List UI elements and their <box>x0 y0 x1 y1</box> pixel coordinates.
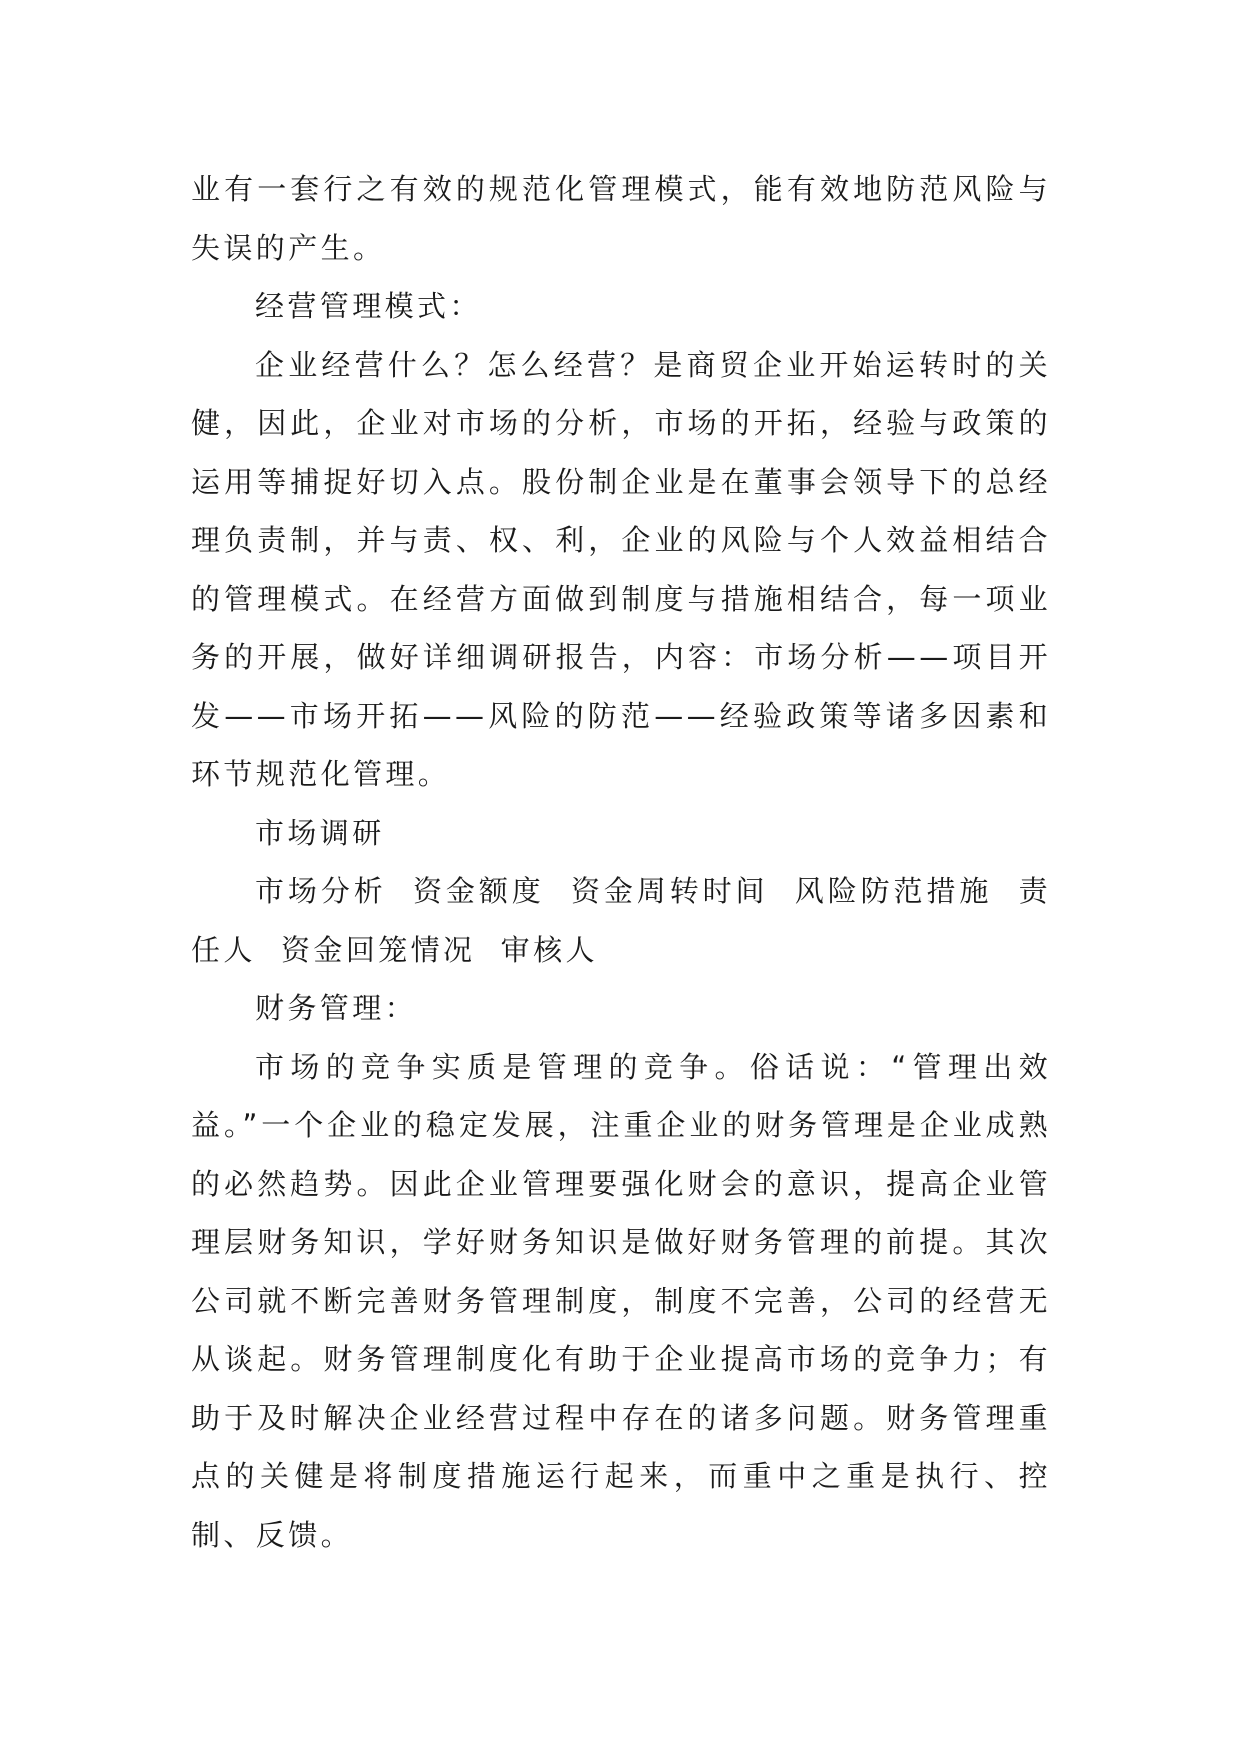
paragraph-market-research-items: 市场分析 资金额度 资金周转时间 风险防范措施 责任人 资金回笼情况 审核人 <box>191 874 1051 967</box>
paragraph-continuation: 业有一套行之有效的规范化管理模式，能有效地防范风险与失误的产生。 <box>191 172 1051 265</box>
section-heading-operation-mode: 经营管理模式： <box>255 289 482 323</box>
paragraph-operation-mode: 企业经营什么？怎么经营？是商贸企业开始运转时的关健，因此，企业对市场的分析，市场的开拓，经验与政策的运用等捕捉好切入点。股份制企业是在董事会领导下的总经理负责制，并与责、权、利，企业的风险与个人效益相结合的管理模式。在经营方面做到制度与措施相结合，每一项业务的开展，做好详细调研报告，内容：市场分析——项目开发——市场开拓——风险的防范——经验政策等诸多因素和环节规范化管理。 <box>191 347 1051 791</box>
paragraph-financial-management: 市场的竞争实质是管理的竞争。俗话说：“管理出效益。”一个企业的稳定发展，注重企业的财务管理是企业成熟的必然趋势。因此企业管理要强化财会的意识，提高企业管理层财务知识，学好财务知识是做好财务管理的前提。其次公司就不断完善财务管理制度，制度不完善，公司的经营无从谈起。财务管理制度化有助于企业提高市场的竞争力；有助于及时解决企业经营过程中存在的诸多问题。财务管理重点的关健是将制度措施运行起来，而重中之重是执行、控制、反馈。 <box>191 1049 1051 1552</box>
section-heading-market-research: 市场调研 <box>255 815 385 850</box>
document-body <box>191 160 1051 1564</box>
section-heading-financial-management: 财务管理： <box>255 991 418 1025</box>
